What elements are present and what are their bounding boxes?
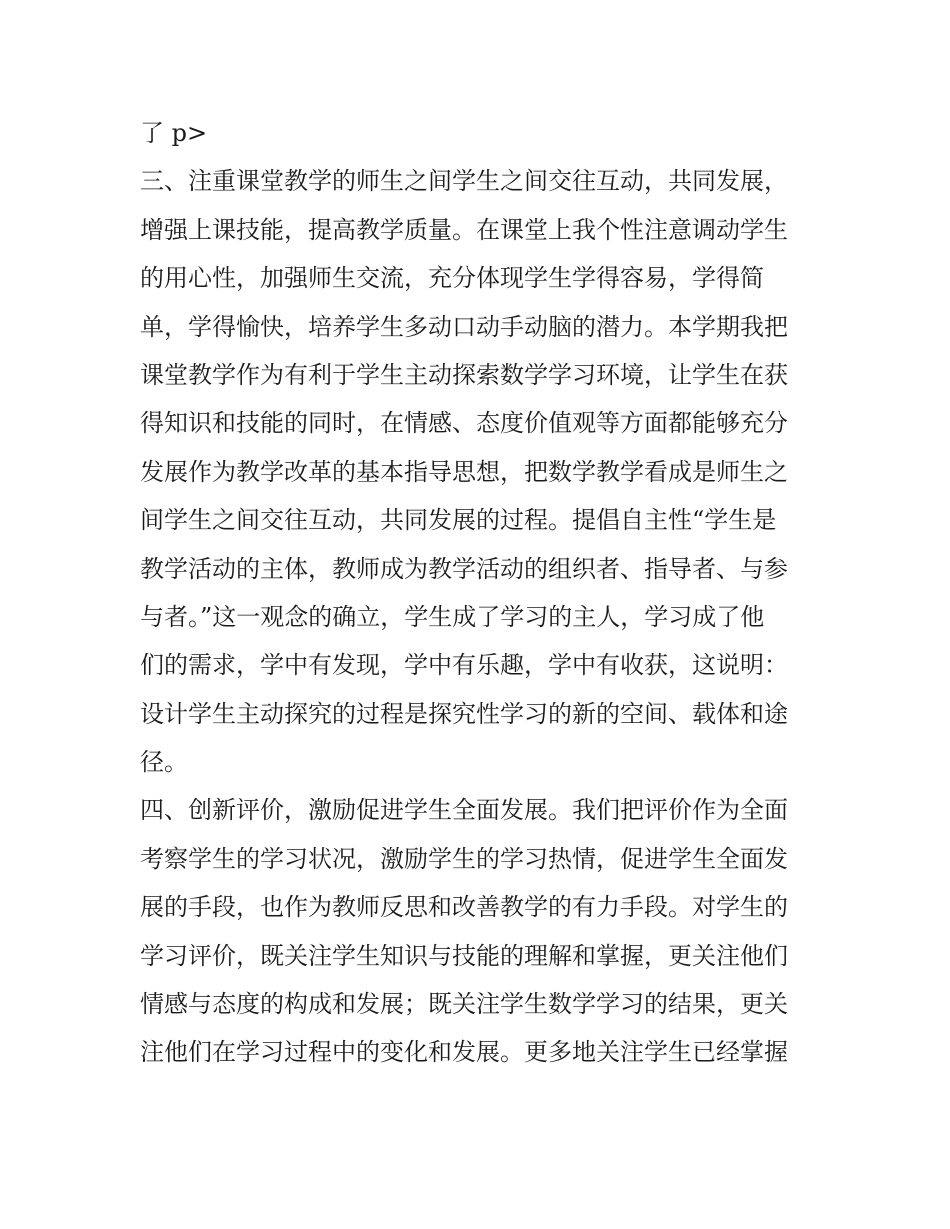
text-line: 增强上课技能，提高教学质量。在课堂上我个性注意调动学生 bbox=[140, 215, 788, 244]
text-line: 四、创新评价，激励促进学生全面发展。我们把评价作为全面 bbox=[140, 796, 788, 825]
document-body bbox=[140, 109, 820, 1077]
text-line: 考察学生的学习状况，激励学生的学习热情，促进学生全面发 bbox=[140, 844, 788, 873]
text-line: 学习评价，既关注学生知识与技能的理解和掌握，更关注他们 bbox=[140, 941, 788, 970]
text-line: 课堂教学作为有利于学生主动探索数学学习环境，让学生在获 bbox=[140, 360, 788, 389]
text-line: 了 p> bbox=[140, 119, 208, 147]
text-line: 教学活动的主体，教师成为教学活动的组织者、指导者、与参 bbox=[140, 554, 788, 583]
text-line: 注他们在学习过程中的变化和发展。更多地关注学生已经掌握 bbox=[140, 1038, 788, 1067]
text-line: 发展作为教学改革的基本指导思想，把数学教学看成是师生之 bbox=[140, 457, 788, 486]
text-line: 间学生之间交往互动，共同发展的过程。提倡自主性“学生是 bbox=[140, 506, 777, 535]
text-line: 单，学得愉快，培养学生多动口动手动脑的潜力。本学期我把 bbox=[140, 312, 788, 341]
text-line: 得知识和技能的同时，在情感、态度价值观等方面都能够充分 bbox=[140, 409, 788, 438]
text-line: 的用心性，加强师生交流，充分体现学生学得容易，学得简 bbox=[140, 264, 764, 293]
text-line: 展的手段，也作为教师反思和改善教学的有力手段。对学生的 bbox=[140, 893, 788, 922]
text-line: 与者。”这一观念的确立，学生成了学习的主人，学习成了他 bbox=[140, 602, 765, 631]
text-line: 们的需求，学中有发现，学中有乐趣，学中有收获，这说明： bbox=[140, 651, 788, 680]
text-line: 径。 bbox=[140, 748, 188, 777]
text-line: 三、注重课堂教学的师生之间学生之间交往互动，共同发展， bbox=[140, 167, 788, 196]
text-line: 设计学生主动探究的过程是探究性学习的新的空间、载体和途 bbox=[140, 699, 788, 728]
text-line: 情感与态度的构成和发展；既关注学生数学学习的结果，更关 bbox=[140, 990, 788, 1019]
